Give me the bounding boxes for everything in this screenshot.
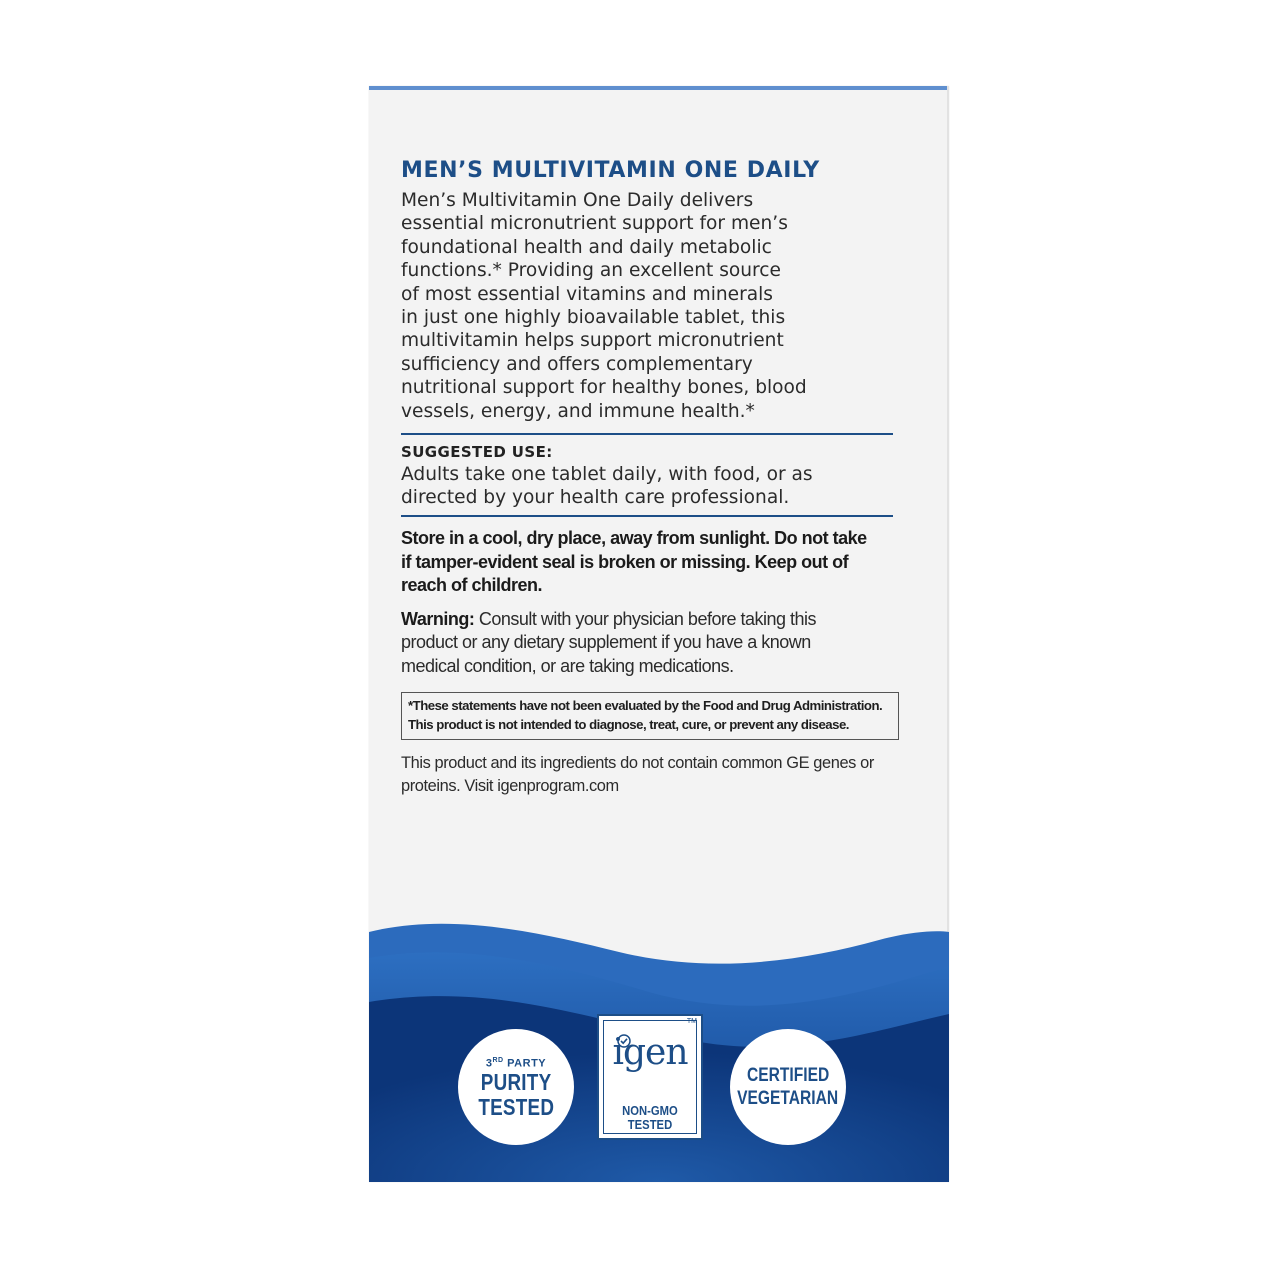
vegetarian-badge-line1: CERTIFIED: [746, 1065, 830, 1086]
purity-badge-line1: 3RD PARTY: [485, 1056, 547, 1070]
igen-wordmark: igen: [612, 1032, 688, 1073]
purity-badge-line3: TESTED: [478, 1094, 554, 1121]
warning-paragraph: [401, 608, 901, 679]
purity-badge-line2: PURITY: [480, 1069, 552, 1096]
purity-tested-badge: [458, 1029, 574, 1145]
fda-disclaimer-box: *These statements have not been evaluated by the Food and Drug Administration. This product is not intended to diagnose, treat, cure, or prevent any disease.: [401, 692, 899, 740]
warning-label: Warning:: [401, 608, 475, 629]
igen-trademark: TM: [686, 1018, 697, 1025]
box-top-edge: [369, 86, 949, 90]
suggested-use-text: Adults take one tablet daily, with food, or as directed by your health care professional.: [401, 464, 813, 509]
vegetarian-badge-line2: VEGETARIAN: [737, 1088, 839, 1109]
warning-text: Consult with your physician before taking this product or any dietary supplement if you have a known medical condition, or are taking medications.: [401, 608, 817, 676]
igen-non-gmo-logo: [597, 1014, 703, 1140]
product-description: Men’s Multivitamin One Daily delivers essential micronutrient support for men’s foundational health and daily metabolic functions.* Providing an excellent source of most essential vitamins and minerals in just one highly bioavailable tablet, this multivitamin helps support micronutrient sufficiency and offers complementary nutritional support for healthy bones, blood vessels, energy, and immune health.*: [401, 190, 807, 422]
ge-statement: This product and its ingredients do not contain common GE genes or proteins. Visit igenprogram.com: [401, 754, 874, 795]
product-box-panel: [369, 86, 949, 1182]
product-title: MEN’S MULTIVITAMIN ONE DAILY: [401, 158, 820, 183]
storage-instructions: Store in a cool, dry place, away from sunlight. Do not take if tamper-evident seal is broken or missing. Keep out of reach of children.: [401, 528, 867, 596]
igen-label: NON-GMO TESTED: [622, 1104, 678, 1132]
label-text-area: [401, 158, 901, 797]
divider-bottom: [401, 515, 893, 517]
certified-vegetarian-badge: [730, 1029, 846, 1145]
divider-top: [401, 433, 893, 435]
suggested-use-heading: SUGGESTED USE:: [401, 443, 553, 462]
